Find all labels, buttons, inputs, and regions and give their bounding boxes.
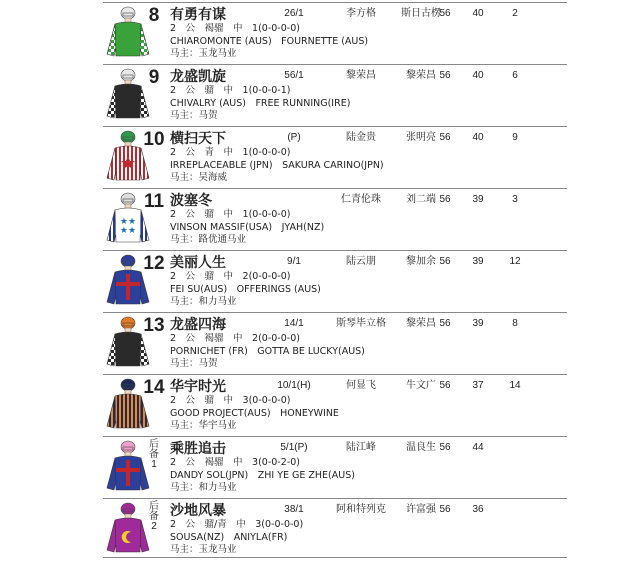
runner-card — [103, 436, 567, 496]
weight: 56 — [439, 442, 451, 453]
horse-details: 2 公 褐骝 中 2(0-0-0-0) — [170, 333, 300, 344]
owner: 马主：华宇马业 — [170, 420, 237, 431]
horse-details: 2 公 骝 中 1(0-0-0-0) — [170, 209, 291, 220]
jockey-silks-icon — [105, 438, 151, 494]
runner-card — [103, 250, 567, 310]
owner: 马主：路优通马业 — [170, 234, 247, 245]
weight: 56 — [439, 380, 451, 391]
draw: 2 — [512, 8, 518, 19]
horse-name: 龙盛凯旋 — [170, 69, 226, 85]
row-divider — [103, 126, 567, 127]
odds: 10/1(H) — [277, 380, 311, 391]
horse-details: 2 公 褐骝 中 3(0-0-2-0) — [170, 457, 300, 468]
weight: 56 — [439, 504, 451, 515]
odds: 56/1 — [284, 70, 304, 81]
runner-card — [103, 374, 567, 434]
draw: 3 — [512, 194, 518, 205]
runner-card — [103, 126, 567, 186]
runner-card — [103, 2, 567, 62]
horse-details: 2 公 褐骝 中 1(0-0-0-0) — [170, 23, 300, 34]
weight: 56 — [439, 318, 451, 329]
weight: 56 — [439, 194, 451, 205]
trainer-name: 许富强 — [406, 504, 436, 515]
weight: 56 — [439, 8, 451, 19]
row-divider — [103, 312, 567, 313]
row-divider — [103, 374, 567, 375]
horse-number: 后备 1 — [149, 439, 159, 470]
trainer-name: 黎加余 — [406, 256, 436, 267]
horse-number: 10 — [143, 129, 165, 150]
horse-name: 横扫天下 — [170, 131, 226, 147]
horse-details: 2 公 骝/青 中 3(0-0-0-0) — [170, 519, 304, 530]
rating: 39 — [472, 256, 484, 267]
row-divider — [103, 64, 567, 65]
draw: 6 — [512, 70, 518, 81]
horse-name: 华宇时光 — [170, 379, 226, 395]
rating: 37 — [472, 380, 484, 391]
owner: 马主：玉龙马业 — [170, 544, 237, 555]
jockey-name: 陆云朋 — [346, 256, 376, 267]
trainer-name: 斯日古楞 — [401, 8, 441, 19]
rating: 36 — [472, 504, 484, 515]
trainer-name: 牛文广 — [406, 380, 436, 391]
svg-text:★★: ★★ — [119, 225, 137, 235]
jockey-name: 李方格 — [346, 8, 376, 19]
horse-number: 14 — [143, 377, 165, 398]
horse-name: 美丽人生 — [170, 255, 226, 271]
trainer-name: 黎荣昌 — [406, 318, 436, 329]
jockey-name: 陆金贵 — [346, 132, 376, 143]
jockey-name: 斯琴毕立格 — [336, 318, 386, 329]
horse-details: 2 公 骝 中 3(0-0-0-0) — [170, 395, 291, 406]
horse-number: 12 — [143, 253, 165, 274]
runner-card — [103, 312, 567, 372]
pedigree: GOOD PROJECT(AUS) HONEYWINE — [170, 408, 339, 419]
row-divider — [103, 498, 567, 499]
owner: 马主：和力马业 — [170, 296, 237, 307]
owner: 马主：马贺 — [170, 110, 218, 121]
horse-name: 波塞冬 — [170, 193, 212, 209]
row-divider — [103, 250, 567, 251]
horse-name: 乘胜追击 — [170, 441, 226, 457]
odds: 26/1 — [284, 8, 304, 19]
horse-number: 9 — [148, 67, 160, 88]
owner: 马主：和力马业 — [170, 482, 237, 493]
odds: 38/1 — [284, 504, 304, 515]
horse-number: 11 — [143, 191, 165, 212]
trainer-name: 张明亮 — [406, 132, 436, 143]
weight: 56 — [439, 70, 451, 81]
horse-details: 2 公 青 中 1(0-0-0-0) — [170, 147, 291, 158]
draw: 8 — [512, 318, 518, 329]
runner-card — [103, 188, 567, 248]
horse-name: 沙地风暴 — [170, 503, 226, 519]
weight: 56 — [439, 132, 451, 143]
trainer-name: 黎荣昌 — [406, 70, 436, 81]
trainer-name: 刘二端 — [406, 194, 436, 205]
rating: 40 — [472, 70, 484, 81]
runner-card — [103, 498, 567, 558]
row-divider — [103, 436, 567, 437]
horse-details: 2 公 骝 中 2(0-0-0-0) — [170, 271, 291, 282]
jockey-name: 何显飞 — [346, 380, 376, 391]
pedigree: PORNICHET (FR) GOTTA BE LUCKY(AUS) — [170, 346, 365, 357]
pedigree: IRREPLACEABLE (JPN) SAKURA CARINO(JPN) — [170, 160, 384, 171]
odds: (P) — [287, 132, 301, 143]
row-divider — [103, 2, 567, 3]
row-divider — [103, 188, 567, 189]
rating: 40 — [472, 8, 484, 19]
jockey-silks-icon — [105, 500, 151, 556]
jockey-name: 黎荣昌 — [346, 70, 376, 81]
row-divider — [103, 557, 567, 558]
rating: 39 — [472, 318, 484, 329]
owner: 马主：吴海威 — [170, 172, 228, 183]
odds: 14/1 — [284, 318, 304, 329]
owner: 马主：马贺 — [170, 358, 218, 369]
weight: 56 — [439, 256, 451, 267]
jockey-name: 阿和特列克 — [336, 504, 386, 515]
draw: 12 — [509, 256, 521, 267]
jockey-name: 仁青伦珠 — [341, 194, 381, 205]
horse-number: 13 — [143, 315, 165, 336]
horse-details: 2 公 骝 中 1(0-0-0-1) — [170, 85, 291, 96]
pedigree: CHIAROMONTE (AUS) FOURNETTE (AUS) — [170, 36, 369, 47]
pedigree: DANDY SOL(JPN) ZHI YE GE ZHE(AUS) — [170, 470, 355, 481]
odds: 9/1 — [287, 256, 301, 267]
pedigree: SOUSA(NZ) ANIYLA(FR) — [170, 532, 288, 543]
horse-name: 有勇有谋 — [170, 7, 226, 23]
pedigree: VINSON MASSIF(USA) JYAH(NZ) — [170, 222, 325, 233]
horse-name: 龙盛四海 — [170, 317, 226, 333]
owner: 马主：玉龙马业 — [170, 48, 237, 59]
jockey-name: 陆江峰 — [346, 442, 376, 453]
odds: 5/1(P) — [280, 442, 308, 453]
horse-number: 8 — [148, 5, 160, 26]
pedigree: CHIVALRY (AUS) FREE RUNNING(IRE) — [170, 98, 351, 109]
rating: 39 — [472, 194, 484, 205]
horse-number: 后备 2 — [149, 501, 159, 532]
runner-card — [103, 64, 567, 124]
rating: 40 — [472, 132, 484, 143]
svg-text:★★: ★★ — [119, 216, 137, 226]
pedigree: FEI SU(AUS) OFFERINGS (AUS) — [170, 284, 321, 295]
trainer-name: 温良生 — [406, 442, 436, 453]
draw: 9 — [512, 132, 518, 143]
draw: 14 — [509, 380, 521, 391]
rating: 44 — [472, 442, 484, 453]
